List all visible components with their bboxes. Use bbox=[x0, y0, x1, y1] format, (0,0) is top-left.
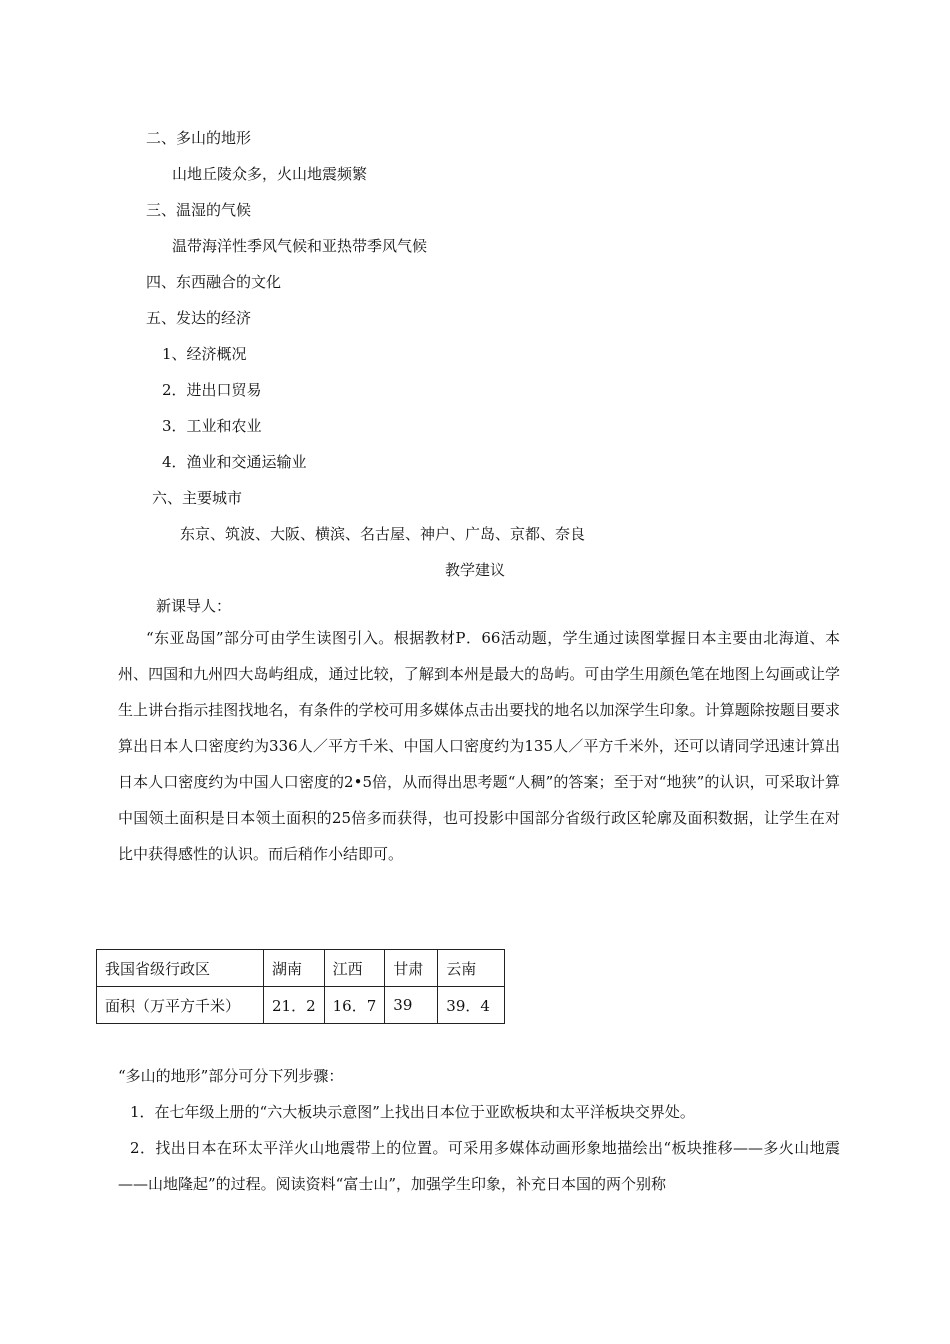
terrain-intro: “多山的地形”部分可分下列步骤： bbox=[118, 1067, 344, 1085]
intro-paragraph bbox=[118, 620, 840, 872]
step-1-text: 1．在七年级上册的“六大板块示意图”上找出日本位于亚欧板块和太平洋板块交界处。 bbox=[130, 1103, 695, 1121]
outline-subitem-economy-overview: 1、经济概况 bbox=[162, 345, 247, 363]
table-row bbox=[97, 950, 505, 987]
table-header-cell: 甘肃 bbox=[385, 950, 438, 987]
table-cell: 39．4 bbox=[438, 987, 505, 1024]
intro-paragraph-text: “东亚岛国”部分可由学生读图引入。根据教材P．66活动题，学生通过读图掌握日本主要由北海道、本州、四国和九州四大岛屿组成，通过比较，了解到本州是最大的岛屿。可由学生用颜色笔在地图上勾画或让学生上讲台指示挂图找地名，有条件的学校可用多媒体点击出要找的地名以加深学生印象。计算题除按题目要求算出日本人口密度约为336人／平方千米、中国人口密度约为135人／平方千米外，还可以请同学迅速计算出日本人口密度约为中国人口密度的2•5倍，从而得出思考题“人稠”的答案；至于对“地狭”的认识，可采取计算中国领土面积是日本领土面积的25倍多而获得，也可投影中国部分省级行政区轮廓及面积数据，让学生在对比中获得感性的认识。而后稍作小结即可。 bbox=[118, 629, 840, 863]
outline-item-city-list: 东京、筑波、大阪、横滨、名古屋、神户、广岛、京都、奈良 bbox=[180, 525, 586, 543]
table-header-cell: 湖南 bbox=[264, 950, 325, 987]
step-1 bbox=[118, 1094, 840, 1130]
step-2-text: 2．找出日本在环太平洋火山地震带上的位置。可采用多媒体动画形象地描绘出“板块推移——多火山地震——山地隆起”的过程。阅读资料“富士山”，加强学生印象，补充日本国的两个别称 bbox=[118, 1139, 840, 1193]
table-header-cell: 我国省级行政区 bbox=[97, 950, 264, 987]
outline-heading-culture: 四、东西融合的文化 bbox=[146, 273, 282, 291]
province-area-table bbox=[96, 949, 505, 1024]
outline-heading-cities: 六、主要城市 bbox=[152, 489, 243, 507]
outline-subitem-fishery-transport: 4．渔业和交通运输业 bbox=[162, 453, 307, 471]
table-cell: 16．7 bbox=[324, 987, 385, 1024]
outline-heading-terrain: 二、多山的地形 bbox=[146, 129, 252, 147]
outline-subitem-industry-agriculture: 3．工业和农业 bbox=[162, 417, 262, 435]
outline-item-climate-detail: 温带海洋性季风气候和亚热带季风气候 bbox=[172, 237, 428, 255]
table-cell: 39 bbox=[385, 987, 438, 1024]
table-header-cell: 云南 bbox=[438, 950, 505, 987]
table-cell: 面积（万平方千米） bbox=[97, 987, 264, 1024]
outline-subitem-trade: 2．进出口贸易 bbox=[162, 381, 262, 399]
section-title: 教学建议 bbox=[444, 561, 505, 579]
outline-heading-economy: 五、发达的经济 bbox=[146, 309, 252, 327]
outline-heading-climate: 三、温湿的气候 bbox=[146, 201, 252, 219]
table-header-cell: 江西 bbox=[324, 950, 385, 987]
table-cell: 21．2 bbox=[264, 987, 325, 1024]
step-2 bbox=[118, 1130, 840, 1202]
table-row bbox=[97, 987, 505, 1024]
intro-label: 新课导人： bbox=[156, 597, 232, 615]
outline-item-terrain-detail: 山地丘陵众多，火山地震频繁 bbox=[172, 165, 368, 183]
